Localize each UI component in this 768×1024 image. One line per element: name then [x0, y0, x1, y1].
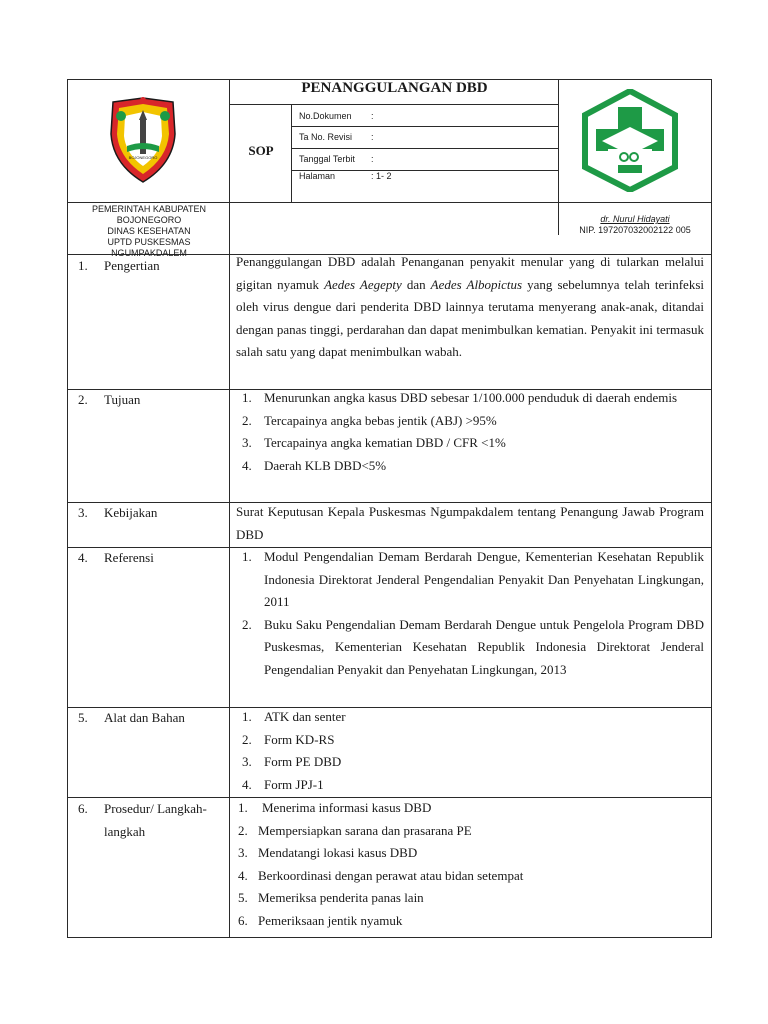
section-number: 1. [78, 258, 88, 273]
item-text: Mendatangi lokasi kasus DBD [258, 845, 418, 860]
section-label-tujuan: Tujuan [104, 392, 141, 407]
item-number: 3. [242, 435, 252, 450]
item-number: 6. [238, 912, 248, 928]
item-text: Modul Pengendalian Demam Berdarah Dengue, Kementerian Kesehatan Republik Indonesia Direktorat Jenderal Pengendalian Penyakit Dan Penyehatan Lingkungan, 2011 [264, 549, 704, 609]
section-label-referensi: Referensi [104, 550, 154, 565]
list-item [236, 751, 704, 774]
item-number: 1. [242, 390, 252, 405]
item-number: 1. [242, 549, 252, 564]
species-name: Aedes Aegepty [324, 276, 402, 292]
item-text: Form JPJ-1 [264, 776, 324, 792]
org-line: BOJONEGORO [116, 215, 182, 225]
item-number: 2. [242, 731, 252, 747]
item-number: 3. [242, 754, 252, 769]
meta-tanggal-terbit [299, 154, 374, 164]
text-run: dan [401, 276, 431, 292]
meta-value: : [371, 111, 374, 121]
list-item [236, 432, 704, 455]
list-item [236, 387, 704, 410]
logo-text: BOJONEGORO [128, 155, 158, 160]
sop-label: SOP [248, 143, 274, 158]
section-label-kebijakan: Kebijakan [104, 505, 158, 520]
meta-halaman [299, 171, 392, 181]
alat-bahan-list [236, 706, 704, 796]
list-item [236, 842, 704, 865]
section-number: 3. [78, 505, 88, 520]
section-number: 4. [78, 550, 88, 565]
text-run: Penanggulangan DBD adalah Penanganan penyakit menular yang di tularkan melalui gigitan nyamuk [236, 254, 704, 292]
item-number: 2. [242, 412, 252, 428]
org-line: NGUMPAKDALEM [111, 248, 187, 258]
list-item [236, 797, 704, 820]
kebijakan-text: Surat Keputusan Kepala Puskesmas Ngumpakdalem tentang Penangung Jawab Program DBD [236, 504, 704, 542]
item-number: 4. [242, 776, 252, 792]
list-item [236, 910, 704, 933]
item-number: 2. [242, 616, 252, 632]
meta-no-dokumen [299, 111, 374, 121]
section-number: 5. [78, 710, 88, 725]
puskesmas-logo [580, 89, 680, 192]
section-number: 2. [78, 392, 88, 407]
document-title: PENANGGULANGAN DBD [301, 80, 488, 96]
meta-label: Ta No. Revisi [299, 132, 353, 142]
meta-label: Tanggal Terbit [299, 154, 355, 164]
section-label-pengertian: Pengertian [104, 258, 160, 273]
tujuan-list [236, 387, 704, 477]
item-text: Form PE DBD [264, 754, 342, 769]
item-text: Menerima informasi kasus DBD [262, 800, 432, 815]
list-item [236, 706, 704, 729]
item-text: Mempersiapkan sarana dan prasarana PE [258, 822, 472, 838]
item-text: Tercapainya angka bebas jentik (ABJ) >95% [264, 412, 497, 428]
org-line: DINAS KESEHATAN [107, 226, 191, 236]
list-item [236, 729, 704, 752]
list-item [236, 887, 704, 910]
item-text: Menurunkan angka kasus DBD sebesar 1/100.000 penduduk di daerah endemis [264, 390, 678, 405]
item-number: 1. [238, 800, 248, 815]
list-item [236, 455, 704, 478]
item-text: Form KD-RS [264, 731, 335, 747]
meta-value: : [371, 132, 374, 142]
list-item [236, 614, 704, 682]
item-text: Daerah KLB DBD<5% [264, 457, 387, 473]
section-number: 6. [78, 801, 88, 816]
pengertian-text [236, 251, 704, 364]
section-label-alat-bahan: Alat dan Bahan [104, 710, 185, 725]
item-text: ATK dan senter [264, 709, 346, 724]
organization-name [69, 204, 229, 259]
prosedur-list [236, 797, 704, 932]
list-item [236, 410, 704, 433]
item-number: 3. [238, 845, 248, 860]
bojonegoro-logo [103, 94, 183, 186]
meta-label: No.Dokumen [299, 111, 352, 121]
list-item [236, 774, 704, 797]
list-item [236, 865, 704, 888]
meta-value: : 1- 2 [371, 171, 392, 181]
item-number: 2. [238, 822, 248, 838]
section-label-prosedur: Prosedur/ Langkah-langkah [104, 801, 207, 839]
meta-label: Halaman [299, 171, 336, 181]
signatory [560, 214, 710, 236]
item-text: Pemeriksaan jentik nyamuk [258, 912, 403, 928]
item-number: 1. [242, 709, 252, 724]
item-text: Tercapainya angka kematian DBD / CFR <1% [264, 435, 506, 450]
referensi-list [236, 546, 704, 681]
item-number: 4. [238, 867, 248, 883]
item-text: Buku Saku Pengendalian Demam Berdarah Dengue untuk Pengelola Program DBD Puskesmas, Kementerian Kesehatan Republik Indonesia Direktorat Jenderal Pengendalian Penyakit dan Penyehatan Lingkungan, 2013 [264, 616, 704, 677]
org-line: PEMERINTAH KABUPATEN [91, 204, 207, 214]
signatory-nip: NIP. 197207032002122 005 [579, 225, 691, 235]
item-number: 4. [242, 457, 252, 473]
item-text: Berkoordinasi dengan perawat atau bidan setempat [258, 867, 524, 883]
signatory-name: dr. Nurul Hidayati [600, 214, 670, 224]
meta-value: : [371, 154, 374, 164]
org-line: UPTD PUSKESMAS [107, 237, 191, 247]
item-text: Memeriksa penderita panas lain [258, 890, 424, 905]
item-number: 5. [238, 890, 248, 905]
list-item [236, 546, 704, 614]
species-name: Aedes Albopictus [430, 276, 523, 292]
meta-revisi [299, 132, 374, 142]
list-item [236, 820, 704, 843]
text-run: yang sebelumnya telah terinfeksi oleh virus dengue dari penderita DBD lainnya terutama menyerang anak-anak, ditandai dengan panas tinggi, perdarahan dan dapat menimbulkan kematian. Penyakit ini termasuk salah satu yang dapat menimbulkan wabah. [236, 276, 704, 360]
